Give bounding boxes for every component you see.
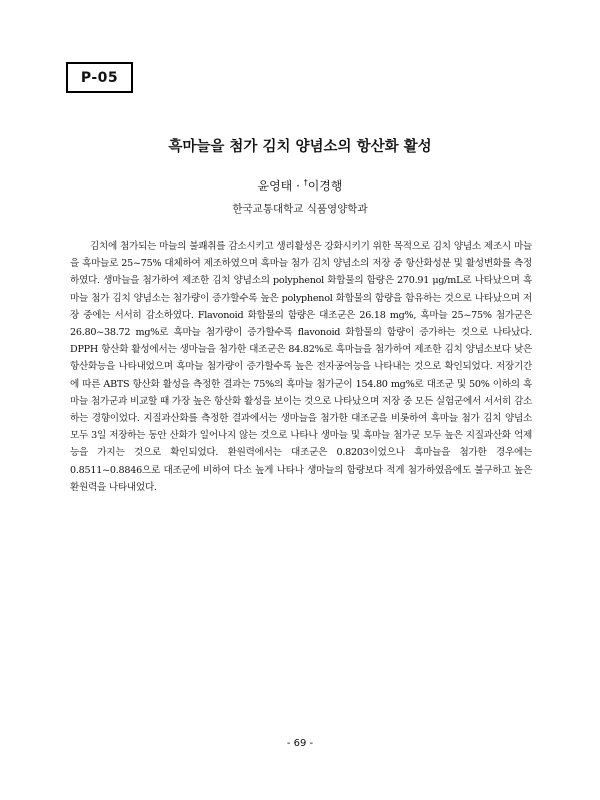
page-number: - 69 - <box>286 738 314 749</box>
affiliation: 한국교통대학교 식품영양학과 <box>232 203 368 215</box>
paper-code: P-05 <box>80 69 119 86</box>
author-1: 윤영태 · <box>257 179 304 193</box>
corresponding-author-mark: † <box>303 178 308 187</box>
paper-code-box <box>66 62 133 93</box>
abstract-text: 김치에 첨가되는 마늘의 불쾌취를 감소시키고 생리활성은 강화시키기 위한 목적으로 김치 양념소 제조시 마늘을 흑마늘로 25~75% 대체하여 제조하였으며 흑마늘 첨가 김치 양념소의 저장 중 항산화성분 및 활성변화를 측정하였다. 생마늘을 첨가하여 제조한 김치 양념소의 polyphenol 화합물의 함량은 270.91 μg/mL로 나타났으며 흑마늘 첨가 김치 양념소는 첨가량이 증가할수록 높은 polyphenol 화합물의 함량을 함유하는 것으로 나타났으며 저장 중에는 서서히 감소하였다. Flavonoid 화합물의 함량은 대조군은 26.18 mg%, 흑마늘 25~75% 첨가군은 26.80~38.72 mg%로 흑마늘 첨가량이 증가할수록 flavonoid 화합물의 함량이 증가하는 것으로 나타났다. DPPH 항산화 활성에서는 생마늘을 첨가한 대조군은 84.82%로 흑마늘을 첨가하여 제조한 김치 양념소보다 낮은 항산화능을 나타내었으며 흑마늘 첨가량이 증가할수록 높은 전자공여능을 나타내는 것으로 확인되었다. 저장기간에 따른 ABTS 항산화 활성을 측정한 결과는 75%의 흑마늘 첨가군이 154.80 mg%로 대조군 및 50% 이하의 흑마늘 첨가군과 비교할 때 가장 높은 항산화 활성을 보이는 것으로 나타났으며 저장 중 모든 실험군에서 서서히 감소하는 경향이었다. 지질과산화를 측정한 결과에서는 생마늘을 첨가한 대조군을 비롯하여 흑마늘 첨가 김치 양념소 모두 3일 저장하는 동안 산화가 일어나지 않는 것으로 나타나 생마늘 및 흑마늘 첨가군 모두 높은 지질과산화 억제능을 가지는 것으로 확인되었다. 환원력에서는 대조군은 0.8203이었으나 흑마늘을 첨가한 경우에는 0.8511~0.8846으로 대조군에 비하여 다소 높게 나타나 생마늘의 함량보다 적게 첨가하였음에도 불구하고 높은 환원력을 나타내었다. <box>70 241 532 493</box>
paper-title: 흑마늘을 첨가 김치 양념소의 항산화 활성 <box>168 139 432 155</box>
authors <box>0 177 600 194</box>
author-2: 이경행 <box>307 179 343 193</box>
